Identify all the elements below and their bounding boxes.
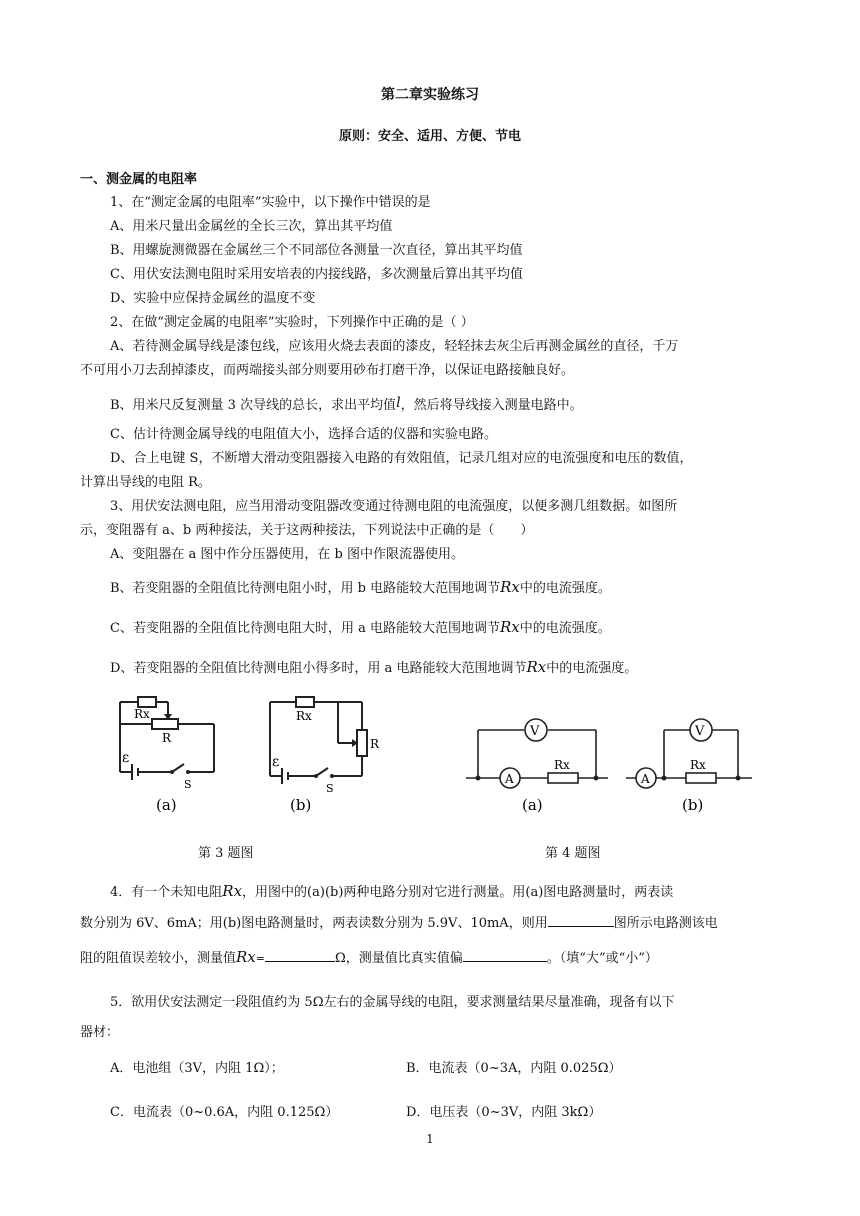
fig3b-emf-label: ε [272, 754, 280, 770]
q4-line3 [80, 948, 658, 968]
page-title: 第二章实验练习 [381, 87, 479, 103]
q3-option-d-pre: D、若变阻器的全阻值比待测电阻小得多时，用 a 电路能较大范围地调节 [110, 661, 527, 676]
fig4a-caption: (a) [522, 796, 543, 814]
section-heading: 一、测金属的电阻率 [80, 172, 198, 187]
q4-line3-pre: 阻的阻值误差较小，测量值 [80, 951, 237, 966]
q2-option-d-line2: 计算出导线的电阻 R。 [80, 475, 211, 490]
q3-option-c-pre: C、若变阻器的全阻值比待测电阻大时，用 a 电路能较大范围地调节 [110, 621, 500, 636]
q4-line3-post: 。（填“大”或“小”） [546, 951, 658, 966]
q5-line2: 器材： [80, 1025, 120, 1040]
fig3b-rx-label: Rx [296, 709, 312, 723]
q3-stem-line2: 示，变阻器有 a、b 两种接法，关于这两种接法，下列说法中正确的是（ ） [80, 523, 534, 538]
fig3a-switch-label: S [184, 778, 192, 791]
q3-option-c-post: 中的电流强度。 [519, 621, 611, 636]
fig4a-ammeter-label: A [505, 772, 514, 786]
fig3b-switch-label: S [326, 782, 334, 795]
q4-line1 [110, 882, 673, 902]
length-symbol: l [396, 395, 401, 411]
q5-option-c-post: ） [325, 1105, 339, 1120]
q1-option-b: B、用螺旋测微器在金属丝三个不同部位各测量一次直径，算出其平均值 [110, 243, 523, 258]
fig3b-caption: (b) [290, 796, 312, 814]
figure-3-caption: 第 3 题图 [198, 846, 254, 861]
q4-line2-pre: 数分别为 6V、6mA；用(b)图电路测量时，两表读数分别为 5.9V、10mA，则用 [80, 916, 548, 931]
figure-3b-circuit [258, 690, 388, 820]
figure-3a-circuit [108, 690, 228, 820]
q5-option-d-post: ） [588, 1105, 602, 1120]
rx-symbol: Rx [526, 658, 547, 676]
figure-4a-circuit [458, 700, 618, 820]
q5-option-a [110, 1060, 284, 1078]
fig3a-r-label: R [162, 731, 172, 745]
q2-option-a-line2: 不可用小刀去刮掉漆皮，而两端接头部分则要用砂布打磨干净，以保证电路接触良好。 [80, 363, 575, 378]
q1-option-a: A、用米尺量出金属丝的全长三次，算出其平均值 [110, 219, 393, 234]
figure-4b-circuit [620, 700, 760, 820]
q3-stem-line1: 3、用伏安法测电阻，应当用滑动变阻器改变通过待测电阻的电流强度，以便多测几组数据。如图所 [110, 499, 678, 514]
q5-option-a-post: ）； [264, 1061, 284, 1076]
omega-symbol: Ω [335, 951, 346, 966]
principle-heading: 原则：安全、适用、方便、节电 [338, 129, 521, 144]
q3-option-b-pre: B、若变阻器的全阻值比待测电阻小时，用 b 电路能较大范围地调节 [110, 581, 501, 596]
omega-symbol: Ω [577, 1105, 589, 1120]
fig4b-rx-label: Rx [690, 758, 706, 772]
rx-symbol: Rx [499, 618, 520, 636]
q2-option-a-line1: A、若待测金属导线是漆包线，应该用火烧去表面的漆皮，轻轻抹去灰尘后再测金属丝的直径，千万 [110, 339, 679, 354]
q4-blank-circuit[interactable] [548, 914, 614, 927]
q4-equals: = [255, 952, 265, 965]
q5-option-d [406, 1104, 601, 1122]
q3-option-b-post: 中的电流强度。 [519, 581, 611, 596]
q4-line1-pre: 4．有一个未知电阻 [110, 885, 223, 900]
q1-option-c: C、用伏安法测电阻时采用安培表的内接线路，多次测量后算出其平均值 [110, 267, 523, 282]
page-number: 1 [426, 1132, 434, 1146]
q5-option-c-pre: C．电流表（0~0.6A，内阻 0.125 [110, 1105, 315, 1120]
q4-line1-post: ，用图中的(a)(b)两种电路分别对它进行测量。用(a)图电路测量时，两表读 [242, 885, 674, 900]
fig3a-rx-label: Rx [134, 707, 150, 721]
fig3a-caption: (a) [156, 796, 177, 814]
q5-option-b-pre: B．电流表（0~3A，内阻 0.025 [406, 1061, 598, 1076]
q1-stem: 1、在“测定金属的电阻率”实验中，以下操作中错误的是 [110, 195, 431, 210]
omega-symbol: Ω [312, 995, 324, 1010]
omega-symbol: Ω [314, 1105, 326, 1120]
q3-option-c [110, 618, 611, 638]
q3-option-b [110, 578, 611, 598]
q5-line1-pre: 5．欲用伏安法测定一段阻值约为 5 [110, 995, 313, 1010]
fig4b-voltmeter-label: V [695, 724, 705, 739]
fig4b-ammeter-label: A [641, 772, 650, 786]
figure-4-caption: 第 4 题图 [545, 846, 601, 861]
q5-option-b [406, 1060, 622, 1078]
q3-option-a: A、变阻器在 a 图中作分压器使用，在 b 图中作限流器使用。 [110, 547, 464, 562]
fig4a-rx-label: Rx [554, 758, 570, 772]
omega-symbol: Ω [253, 1061, 265, 1076]
q2-option-b [110, 394, 583, 415]
fig4b-caption: (b) [682, 796, 704, 814]
rx-symbol: Rx [500, 578, 520, 596]
q5-line1-post: 左右的金属导线的电阻，要求测量结果尽量准确，现备有以下 [323, 995, 675, 1010]
q4-line2-post: 图所示电路测该电 [613, 916, 718, 931]
q2-option-d-line1: D、合上电键 S，不断增大滑动变阻器接入电路的有效阻值，记录几组对应的电流强度和电压的数值， [110, 451, 693, 466]
rx-symbol: Rx [236, 948, 256, 966]
q5-option-c [110, 1104, 338, 1122]
rx-symbol: Rx [222, 882, 243, 900]
q1-option-d: D、实验中应保持金属丝的温度不变 [110, 291, 316, 306]
omega-symbol: Ω [597, 1061, 609, 1076]
fig3b-r-label: R [370, 737, 380, 751]
q5-option-a-pre: A．电池组（3V，内阻 1 [110, 1061, 254, 1076]
q5-option-b-post: ） [608, 1061, 622, 1076]
q5-line1 [110, 994, 674, 1012]
q4-blank-bias[interactable] [463, 949, 547, 962]
q4-line2 [80, 914, 718, 933]
fig4a-voltmeter-label: V [530, 724, 540, 739]
q3-option-d [110, 658, 637, 678]
q4-line3-mid: ，测量值比真实值偏 [345, 951, 463, 966]
q2-stem: 2、在做“测定金属的电阻率”实验时，下列操作中正确的是（ ） [110, 315, 474, 330]
q5-option-d-pre: D．电压表（0~3V，内阻 3k [406, 1105, 578, 1120]
q2-option-b-post: ，然后将导线接入测量电路中。 [400, 398, 583, 413]
q2-option-b-pre: B、用米尺反复测量 3 次导线的总长，求出平均值 [110, 398, 397, 413]
fig3a-emf-label: ε [122, 750, 130, 766]
q2-option-c: C、估计待测金属导线的电阻值大小，选择合适的仪器和实验电路。 [110, 427, 497, 442]
q3-option-d-post: 中的电流强度。 [546, 661, 638, 676]
q4-blank-value[interactable] [265, 949, 335, 962]
